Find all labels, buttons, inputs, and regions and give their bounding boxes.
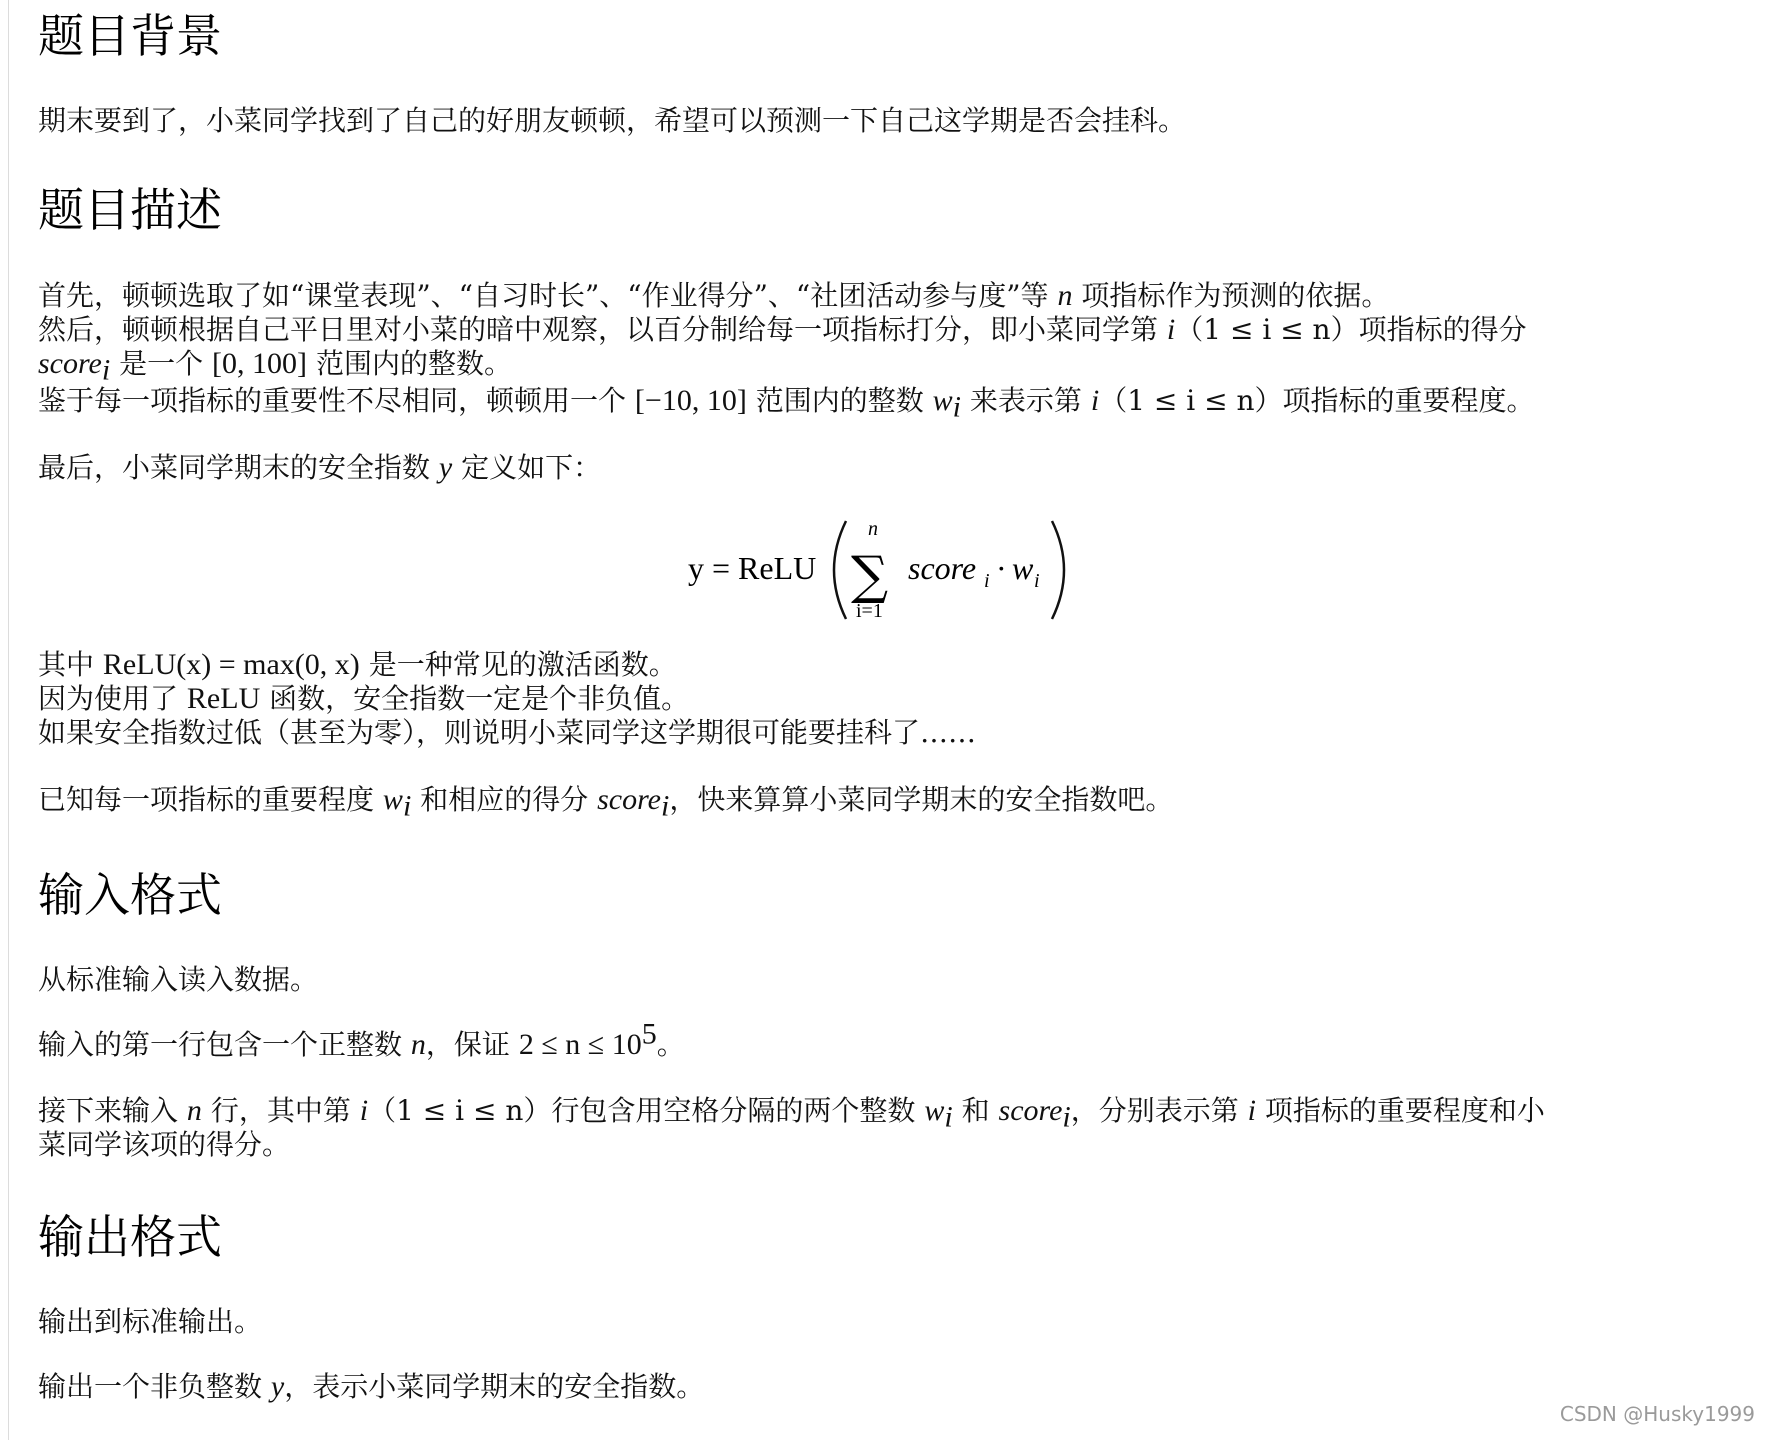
formula-lhs: y = ReLU: [688, 550, 817, 586]
input-text: 。: [656, 1028, 685, 1061]
output-text: 输出一个非负整数: [38, 1370, 263, 1403]
desc-text: 因为使用了: [38, 682, 179, 715]
desc-text: 来表示第: [969, 384, 1082, 417]
desc-text: 函数，安全指数一定是个非负值。: [269, 682, 690, 715]
desc-text: 其中: [38, 648, 95, 681]
math-sub-i: i: [944, 1100, 953, 1134]
input-text: 和: [961, 1094, 990, 1127]
math-w: w: [932, 384, 953, 417]
sum-upper: n: [868, 518, 878, 540]
math-sub-i: i: [402, 789, 412, 823]
desc-line-3: [38, 347, 512, 387]
output-text: ，表示小菜同学期末的安全指数。: [284, 1370, 705, 1403]
math-i: i: [1090, 384, 1100, 417]
input-line-2: [38, 1017, 685, 1062]
math-i: i: [1166, 313, 1176, 346]
math-i: i: [359, 1094, 369, 1127]
desc-text: 项指标作为预测的依据。: [1081, 279, 1390, 312]
safety-index-formula: [38, 515, 1738, 625]
output-line-1: 输出到标准输出。: [38, 1305, 263, 1338]
desc-text: （1 ≤ i ≤ n）项指标的重要程度。: [1099, 384, 1535, 417]
desc-text: 范围内的整数。: [315, 347, 512, 380]
right-paren: [1052, 521, 1064, 619]
desc-line-6: [38, 648, 677, 682]
page-left-border: [8, 0, 9, 1440]
math-w: w: [924, 1094, 945, 1127]
formula-dot: ·: [996, 550, 1007, 586]
math-n: n: [186, 1094, 202, 1127]
input-text: （1 ≤ i ≤ n）行包含用空格分隔的两个整数: [368, 1094, 916, 1127]
output-line-2: [38, 1370, 704, 1404]
section-title-description: 题目描述: [38, 183, 222, 237]
desc-text: （1 ≤ i ≤ n）项指标的得分: [1175, 313, 1527, 346]
desc-text: 是一个: [119, 347, 204, 380]
input-line-3: [38, 1094, 1545, 1134]
math-n: n: [1057, 279, 1073, 312]
desc-text: ，快来算算小菜同学期末的安全指数吧。: [669, 783, 1174, 816]
formula-svg: [688, 515, 1088, 625]
math-sub-i: i: [101, 353, 111, 387]
input-text: 项指标的重要程度和小: [1264, 1094, 1545, 1127]
input-text: 行，其中第: [210, 1094, 351, 1127]
desc-line-5: [38, 451, 601, 485]
desc-line-8: 如果安全指数过低（甚至为零），则说明小菜同学这学期很可能要挂科了……: [38, 716, 977, 749]
math-sub-i: i: [952, 390, 962, 424]
formula-sub-i: i: [1034, 570, 1040, 592]
desc-text: 和相应的得分: [420, 783, 589, 816]
input-line-4: 菜同学该项的得分。: [38, 1128, 291, 1161]
math-exponent: 5: [641, 1017, 657, 1051]
desc-text: 已知每一项指标的重要程度: [38, 783, 375, 816]
math-y: y: [438, 451, 453, 484]
math-score: score: [597, 783, 661, 816]
desc-line-9: [38, 783, 1174, 823]
math-relu: ReLU: [186, 682, 261, 715]
desc-text: 然后，顿顿根据自己平日里对小菜的暗中观察，以百分制给每一项指标打分，即小菜同学第: [38, 313, 1159, 346]
formula-sub-i: i: [984, 570, 990, 592]
math-w: w: [382, 783, 403, 816]
formula-w: w: [1012, 550, 1034, 586]
math-relu-definition: ReLU(x) = max(0, x): [102, 648, 360, 681]
desc-text: 定义如下：: [461, 451, 602, 484]
background-paragraph: 期末要到了，小菜同学找到了自己的好朋友顿顿，希望可以预测一下自己这学期是否会挂科。: [38, 104, 1187, 137]
math-score: score: [38, 347, 102, 380]
section-title-input: 输入格式: [38, 868, 222, 922]
math-n-range: 2 ≤ n ≤ 10: [518, 1028, 642, 1061]
math-sub-i: i: [660, 789, 670, 823]
desc-text: 首先，顿顿选取了如“课堂表现”、“自习时长”、“作业得分”、“社团活动参与度”等: [38, 279, 1049, 312]
desc-line-7: [38, 682, 689, 716]
input-text: 接下来输入: [38, 1094, 179, 1127]
math-n: n: [410, 1028, 426, 1061]
input-text: ，分别表示第: [1070, 1094, 1239, 1127]
math-range-weight: [−10, 10]: [634, 384, 747, 417]
input-line-1: 从标准输入读入数据。: [38, 963, 319, 996]
desc-line-4: [38, 384, 1535, 424]
sum-lower: i=1: [856, 600, 883, 622]
desc-text: 最后，小菜同学期末的安全指数: [38, 451, 431, 484]
math-score: score: [998, 1094, 1063, 1127]
section-title-output: 输出格式: [38, 1210, 222, 1264]
csdn-watermark: CSDN @Husky1999: [1559, 1402, 1755, 1426]
desc-line-2: [38, 313, 1527, 347]
formula-score: score: [908, 550, 977, 586]
sigma-icon: ∑: [851, 546, 889, 606]
math-sub-i: i: [1062, 1100, 1071, 1134]
input-text: ，保证: [425, 1028, 510, 1061]
math-y: y: [270, 1370, 285, 1403]
desc-text: 范围内的整数: [755, 384, 924, 417]
input-text: 输入的第一行包含一个正整数: [38, 1028, 403, 1061]
desc-text: 鉴于每一项指标的重要性不尽相同，顿顿用一个: [38, 384, 627, 417]
math-range-score: [0, 100]: [212, 347, 308, 380]
section-title-background: 题目背景: [38, 9, 222, 63]
left-paren: [834, 521, 846, 619]
desc-line-1: [38, 279, 1389, 313]
desc-text: 是一种常见的激活函数。: [368, 648, 677, 681]
math-i: i: [1247, 1094, 1256, 1127]
